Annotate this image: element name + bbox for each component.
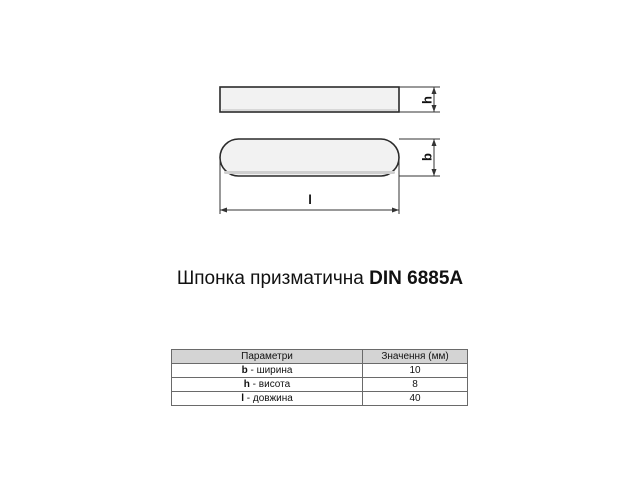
param-cell xyxy=(172,378,363,392)
header-parameters: Параметри xyxy=(172,350,363,364)
dimension-b-label: b xyxy=(419,153,435,161)
param-symbol: l xyxy=(241,392,244,404)
key-top-view xyxy=(220,139,399,176)
param-desc: - довжина xyxy=(243,392,293,404)
param-symbol: h xyxy=(243,378,250,390)
dimension-h-label: h xyxy=(419,96,435,104)
key-side-view xyxy=(220,87,399,112)
table-row xyxy=(172,392,468,406)
title-standard: DIN 6885A xyxy=(369,268,464,289)
param-cell xyxy=(172,364,363,378)
table-row xyxy=(172,364,468,378)
dimension-l-label: l xyxy=(308,192,312,207)
param-desc: - висота xyxy=(249,378,291,390)
param-symbol: b xyxy=(241,364,248,376)
header-values: Значення (мм) xyxy=(363,350,468,364)
table-row xyxy=(172,378,468,392)
value-cell: 8 xyxy=(363,378,468,392)
value-cell: 10 xyxy=(363,364,468,378)
param-desc: - ширина xyxy=(247,364,293,376)
title-prefix: Шпонка призматична xyxy=(176,268,370,289)
value-cell: 40 xyxy=(363,392,468,406)
table-header-row xyxy=(172,350,468,364)
parameters-table xyxy=(171,349,468,406)
param-cell xyxy=(172,392,363,406)
product-title xyxy=(0,268,640,290)
